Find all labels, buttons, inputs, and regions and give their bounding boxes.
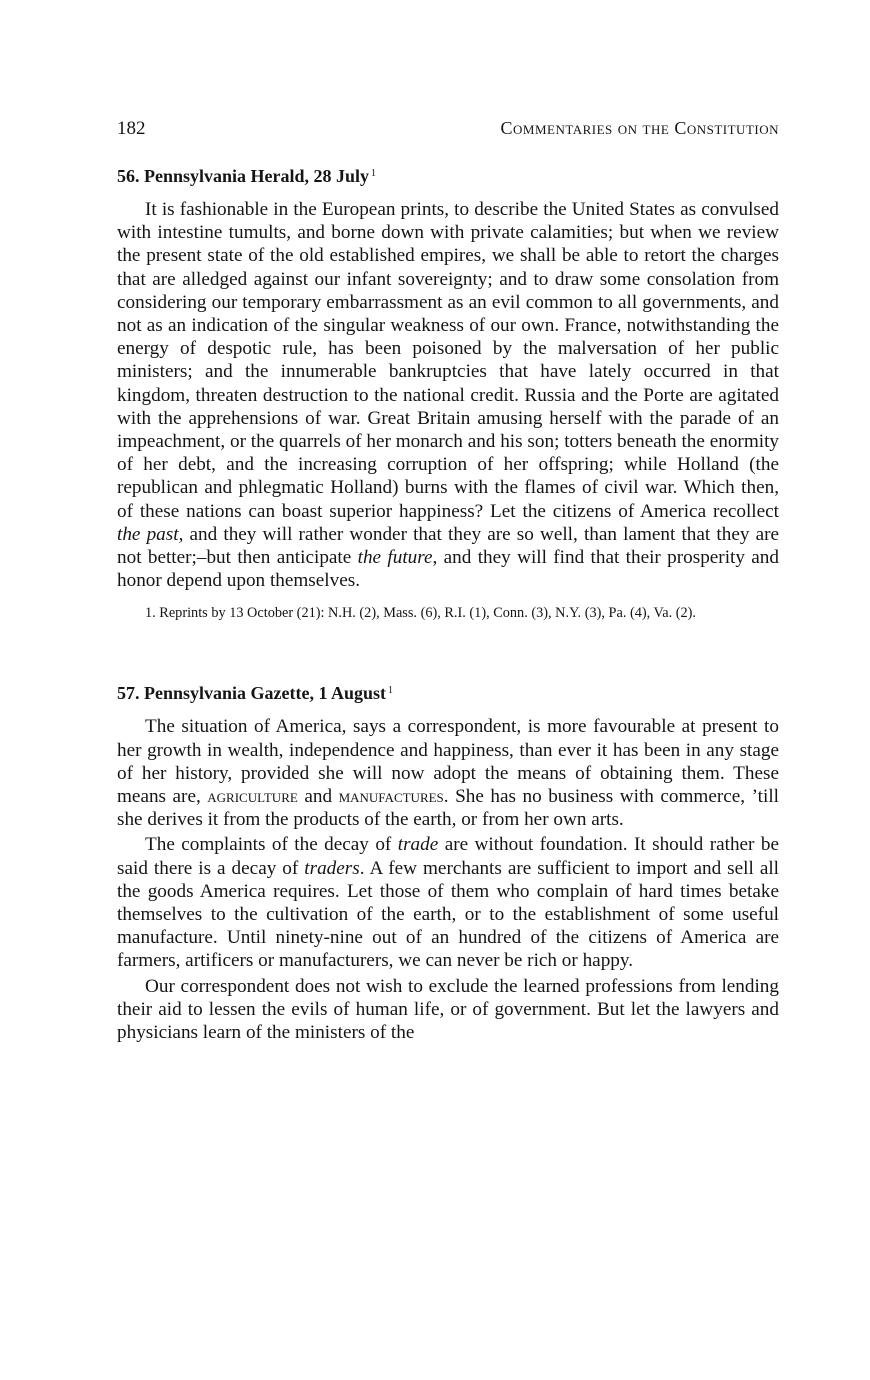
paragraph: Our correspondent does not wish to exclude the learned professions from lending their aid to lessen the evils of human life, or of government. But let the lawyers and physicians learn of the ministers of the [117, 975, 779, 1044]
emphasis: traders [304, 857, 360, 879]
small-caps-term: manufactures [338, 786, 444, 808]
section-heading-text: 56. Pennsylvania Herald, 28 July [117, 166, 370, 186]
small-caps-term: agriculture [207, 786, 298, 808]
emphasis: the past, [117, 523, 184, 545]
footnote: 1. Reprints by 13 October (21): N.H. (2), Mass. (6), R.I. (1), Conn. (3), N.Y. (3), Pa. (4), Va. (2). [145, 605, 697, 622]
page-number: 182 [117, 118, 146, 139]
paragraph: It is fashionable in the European prints, to describe the United States as convulsed with intestine tumults, and borne down with private calamities; but when we review the present state of the old established empires, we shall be able to retort the charges that are alledged against our infant sovereignty; and to draw some consolation from considering our temporary embarrassment as an evil common to all governments, and not as an indication of the singular weakness of our own. France, notwithstanding the energy of despotic rule, has been poisoned by the malversation of her public ministers; and the innumerable bankruptcies that have lately occurred in that kingdom, threaten destruction to the national credit. Russia and the Porte are agitated with the apprehensions of war. Great Britain amusing herself with the parade of an impeachment, or the quarrels of her monarch and his son; totters beneath the enormity of her debt, and the increasing corruption of her offspring; while Holland (the republican and phlegmatic Holland) burns with the flames of civil war. Which then, of these nations can boast superior happiness? Let the citizens of America recollect the past, and they will rather wonder that they are so well, than lament that they are not better;–but then anticipate the future, and they will find that their prosperity and honor depend upon themselves. [117, 199, 779, 592]
section-56 [117, 166, 779, 623]
section-heading [117, 166, 779, 187]
running-title: Commentaries on the Constitution [500, 118, 779, 138]
paragraph: The situation of America, says a correspondent, is more favourable at present to her growth in wealth, independence and happiness, than ever it has been in any stage of her history, provided she will now adopt the means of obtaining them. These means are, agriculture and manufactures. She has no business with commerce, ’till she derives it from the products of the earth, or from her own arts. [117, 716, 779, 831]
running-head [117, 118, 779, 140]
paragraph: The complaints of the decay of trade are without foundation. It should rather be said there is a decay of traders. A few merchants are sufficient to import and sell all the goods America requires. Let those of them who complain of hard times betake themselves to the cultivation of the earth, or to the establishment of some useful manufacture. Until ninety-nine out of an hundred of the citizens of America are farmers, artificers or manufacturers, we can never be rich or happy. [117, 834, 779, 972]
document-page [117, 118, 779, 1044]
emphasis: the future [357, 547, 433, 569]
section-heading [117, 683, 779, 704]
section-heading-text: 57. Pennsylvania Gazette, 1 August [117, 683, 387, 704]
footnote-marker: 1 [371, 168, 377, 179]
footnote-marker: 1 [388, 685, 394, 697]
section-57 [117, 683, 779, 1044]
emphasis: trade [397, 834, 439, 856]
